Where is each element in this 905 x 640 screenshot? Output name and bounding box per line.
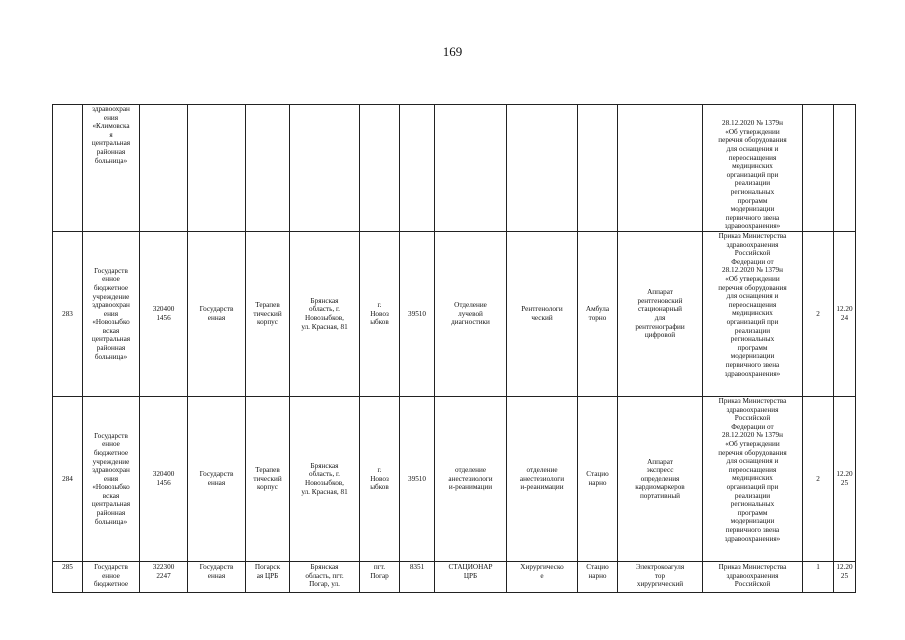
date-cell: 12.20 25 xyxy=(834,562,856,593)
organization-cell: Государств енное бюджетное учреждение здравоохран ения «Новозыбко вская центральная районная больница» xyxy=(83,232,140,397)
building-cell: Погарск ая ЦРБ xyxy=(246,562,290,593)
profile-cell: Хирургическо е xyxy=(507,562,578,593)
ownership-cell xyxy=(188,105,246,232)
equipment-cell: Аппарат экспресс определения кардиомаркеров портативный xyxy=(618,397,703,562)
page-number: 169 xyxy=(442,44,463,59)
organization-cell: Государств енное бюджетное учреждение здравоохран ения «Новозыбко вская центральная районная больница» xyxy=(83,397,140,562)
oktmo-cell: 39510 xyxy=(400,232,435,397)
table-row xyxy=(53,562,856,593)
oktmo-cell xyxy=(400,105,435,232)
date-cell: 12.20 24 xyxy=(834,232,856,397)
quantity-cell xyxy=(803,105,834,232)
date-cell: 12.20 25 xyxy=(834,397,856,562)
address-cell: Брянская область, г. Новозыбков, ул. Красная, 81 xyxy=(290,397,360,562)
address-cell: Брянская область, г. Новозыбков, ул. Красная, 81 xyxy=(290,232,360,397)
locality-cell: пгт. Погар xyxy=(360,562,400,593)
row-number-cell: 284 xyxy=(53,397,83,562)
department-cell: отделение анестезиологи и-реанимации xyxy=(435,397,507,562)
ownership-cell: Государств енная xyxy=(188,562,246,593)
organization-cell: здравоохран ения «Климовска я центральная районная больница» xyxy=(83,105,140,232)
row-number-cell xyxy=(53,105,83,232)
profile-cell: отделение анестезиологи и-реанимации xyxy=(507,397,578,562)
equipment-cell xyxy=(618,105,703,232)
building-cell: Терапев тический корпус xyxy=(246,397,290,562)
table-body xyxy=(53,105,856,593)
profile-cell: Рентгенологи ческий xyxy=(507,232,578,397)
address-cell: Брянская область, пгт. Погар, ул. xyxy=(290,562,360,593)
address-cell xyxy=(290,105,360,232)
order-cell: Приказ Министерства здравоохранения Российской xyxy=(703,562,803,593)
department-cell: СТАЦИОНАР ЦРБ xyxy=(435,562,507,593)
oktmo-cell: 39510 xyxy=(400,397,435,562)
organization-cell: Государств енное бюджетное xyxy=(83,562,140,593)
equipment-table xyxy=(52,104,856,593)
care-conditions-cell: Стацио нарно xyxy=(578,397,618,562)
code-cell: 320400 1456 xyxy=(140,397,188,562)
quantity-cell: 1 xyxy=(803,562,834,593)
order-cell: Приказ Министерства здравоохранения Российской Федерации от 28.12.2020 № 1379н «Об утверждении перечня оборудования для оснащения и переоснащения медицинских организаций при реализации региональных программ модернизации первичного звена здравоохранения» xyxy=(703,397,803,562)
table-row xyxy=(53,397,856,562)
date-cell xyxy=(834,105,856,232)
quantity-cell: 2 xyxy=(803,397,834,562)
locality-cell: г. Новоз ыбков xyxy=(360,397,400,562)
oktmo-cell: 8351 xyxy=(400,562,435,593)
ownership-cell: Государств енная xyxy=(188,397,246,562)
order-cell: Приказ Министерства здравоохранения Российской Федерации от 28.12.2020 № 1379н «Об утверждении перечня оборудования для оснащения и переоснащения медицинских организаций при реализации региональных программ модернизации первичного звена здравоохранения» xyxy=(703,232,803,397)
profile-cell xyxy=(507,105,578,232)
department-cell xyxy=(435,105,507,232)
ownership-cell: Государств енная xyxy=(188,232,246,397)
building-cell: Терапев тический корпус xyxy=(246,232,290,397)
care-conditions-cell xyxy=(578,105,618,232)
care-conditions-cell: Стацио нарно xyxy=(578,562,618,593)
order-cell: 28.12.2020 № 1379н «Об утверждении перечня оборудования для оснащения и переоснащения медицинских организаций при реализации региональных программ модернизации первичного звена здравоохранения» xyxy=(703,105,803,232)
quantity-cell: 2 xyxy=(803,232,834,397)
table-row xyxy=(53,232,856,397)
code-cell: 322300 2247 xyxy=(140,562,188,593)
table-row xyxy=(53,105,856,232)
locality-cell xyxy=(360,105,400,232)
equipment-cell: Аппарат рентгеновский стационарный для рентгенографии цифровой xyxy=(618,232,703,397)
code-cell: 320400 1456 xyxy=(140,232,188,397)
department-cell: Отделение лучевой диагностики xyxy=(435,232,507,397)
care-conditions-cell: Амбула торно xyxy=(578,232,618,397)
row-number-cell: 285 xyxy=(53,562,83,593)
code-cell xyxy=(140,105,188,232)
building-cell xyxy=(246,105,290,232)
equipment-cell: Электрокоагуля тор хирургический xyxy=(618,562,703,593)
row-number-cell: 283 xyxy=(53,232,83,397)
locality-cell: г. Новоз ыбков xyxy=(360,232,400,397)
